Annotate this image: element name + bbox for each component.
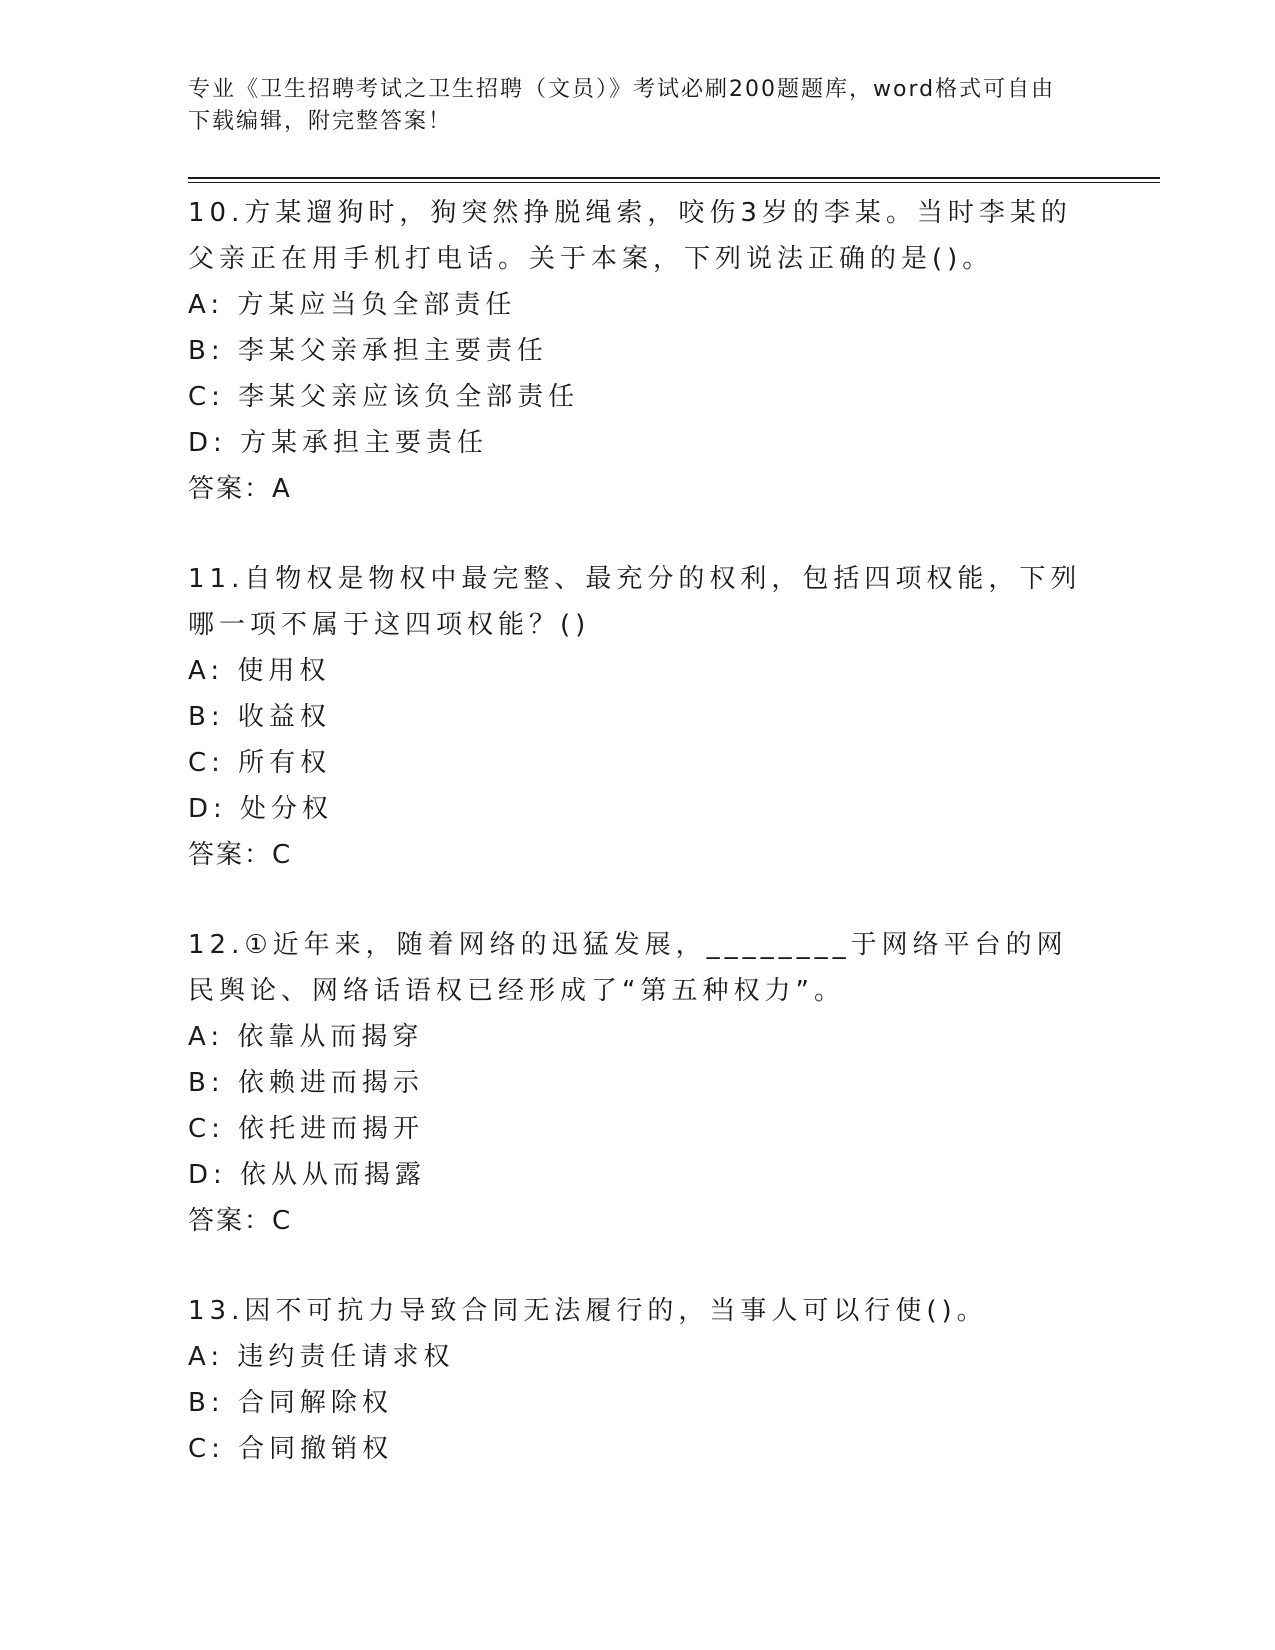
question-stem: 12.①近年来，随着网络的迅猛发展，________于网络平台的网民舆论、网络话语权已经形成了“第五种权力”。	[188, 930, 1068, 1006]
option-a: A: 违约责任请求权	[188, 1342, 455, 1372]
option-b: B: 合同解除权	[188, 1388, 393, 1418]
question-13	[188, 1288, 1088, 1472]
question-stem: 10.方某遛狗时，狗突然挣脱绳索，咬伤3岁的李某。当时李某的父亲正在用手机打电话。关于本案，下列说法正确的是()。	[188, 198, 1072, 274]
option-c: C: 依托进而揭开	[188, 1114, 425, 1144]
option-a: A: 依靠从而揭穿	[188, 1022, 424, 1052]
answer-line: 答案：C	[188, 840, 293, 870]
question-stem: 13.因不可抗力导致合同无法履行的，当事人可以行使()。	[188, 1296, 988, 1326]
document-header: 专业《卫生招聘考试之卫生招聘（文员）》考试必刷200题题库，word格式可自由下载编辑，附完整答案！	[188, 77, 1056, 134]
option-b: B: 依赖进而揭示	[188, 1068, 424, 1098]
question-list	[188, 190, 1088, 1516]
option-d: D: 依从从而揭露	[188, 1160, 427, 1190]
option-c: C: 所有权	[188, 748, 332, 778]
answer-line: 答案：C	[188, 1206, 293, 1236]
option-a: A: 使用权	[188, 656, 331, 686]
option-b: B: 李某父亲承担主要责任	[188, 336, 548, 366]
question-11	[188, 556, 1088, 878]
option-d: D: 方某承担主要责任	[188, 428, 489, 458]
header-divider-thick	[188, 177, 1160, 179]
question-12	[188, 922, 1088, 1244]
option-c: C: 合同撤销权	[188, 1434, 394, 1464]
question-stem: 11.自物权是物权中最完整、最充分的权利，包括四项权能，下列哪一项不属于这四项权能？()	[188, 564, 1082, 640]
header-divider-thin	[188, 182, 1160, 183]
option-c: C: 李某父亲应该负全部责任	[188, 382, 580, 412]
option-a: A: 方某应当负全部责任	[188, 290, 517, 320]
answer-line: 答案：A	[188, 474, 292, 504]
question-10	[188, 190, 1088, 512]
option-b: B: 收益权	[188, 702, 331, 732]
option-d: D: 处分权	[188, 794, 334, 824]
